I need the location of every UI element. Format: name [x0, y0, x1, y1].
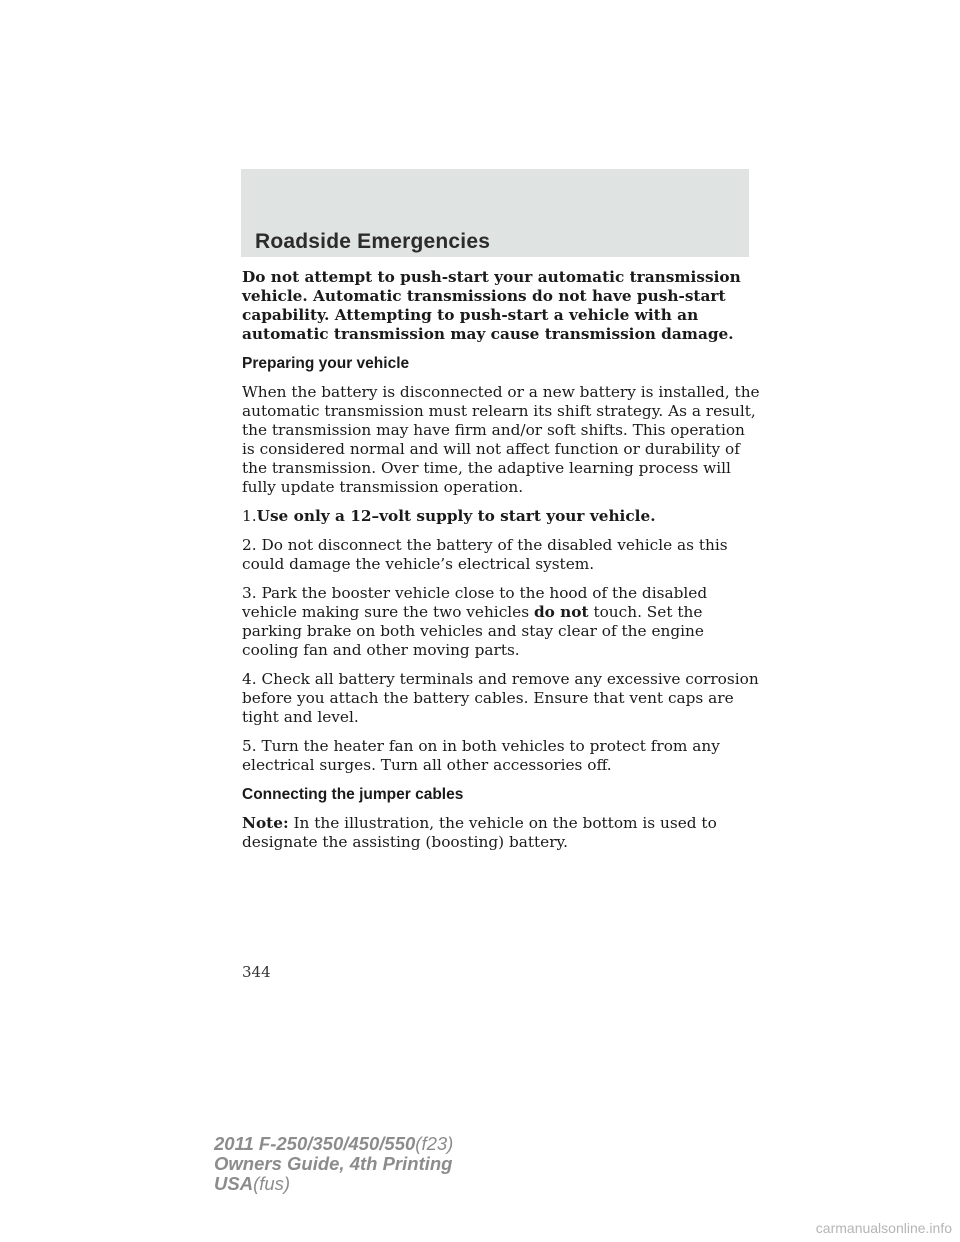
heading-connecting-cables: Connecting the jumper cables [242, 786, 464, 803]
footer-printing: Owners Guide, 4th Printing [214, 1153, 453, 1174]
footer-line-2 [214, 1154, 453, 1174]
intro-paragraph: When the battery is disconnected or a new battery is installed, the automatic transmission must relearn its shift strategy. As a result, the transmission may have firm and/or soft shifts. This operation is considered normal and will not affect function or durability of the transmission. Over time, the adaptive learning process will fully update transmission operation. [242, 383, 760, 496]
step-5: 5. Turn the heater fan on in both vehicles to protect from any electrical surges. Turn all other accessories off. [242, 737, 720, 774]
step-4: 4. Check all battery terminals and remove any excessive corrosion before you attach the battery cables. Ensure that vent caps are tight and level. [242, 670, 759, 726]
step-3-post: touch. Set the parking brake on both vehicles and stay clear of the engine cooling fan and other moving parts. [242, 603, 704, 659]
note-paragraph [242, 814, 762, 852]
footer-region-code: (fus) [253, 1173, 291, 1194]
page-content [242, 268, 762, 862]
step-1-text: Use only a 12–volt supply to start your vehicle. [256, 507, 656, 525]
footer-model-code: (f23) [415, 1133, 454, 1154]
note-text: In the illustration, the vehicle on the bottom is used to designate the assisting (boosting) battery. [242, 814, 717, 851]
step-1-number: 1. [242, 507, 257, 525]
footer-line-1 [214, 1134, 453, 1154]
warning-paragraph: Do not attempt to push-start your automatic transmission vehicle. Automatic transmissions do not have push-start capability. Attempting to push-start a vehicle with an automatic transmission may cause transmission damage. [242, 268, 741, 343]
step-3 [242, 584, 762, 660]
section-title: Roadside Emergencies [255, 230, 491, 253]
note-label: Note: [242, 814, 289, 832]
page-number: 344 [242, 963, 271, 981]
step-3-bold: do not [533, 603, 589, 621]
document-footer [214, 1134, 453, 1194]
step-2: 2. Do not disconnect the battery of the disabled vehicle as this could damage the vehicle’s electrical system. [242, 536, 728, 573]
step-3-pre: 3. Park the booster vehicle close to the hood of the disabled vehicle making sure the two vehicles [242, 584, 708, 621]
footer-region: USA [214, 1173, 254, 1194]
footer-model: 2011 F-250/350/450/550 [214, 1133, 416, 1154]
footer-line-3 [214, 1174, 453, 1194]
watermark-text: carmanualsonline.info [815, 1220, 952, 1236]
heading-preparing-vehicle: Preparing your vehicle [242, 355, 410, 372]
step-1 [242, 507, 762, 526]
